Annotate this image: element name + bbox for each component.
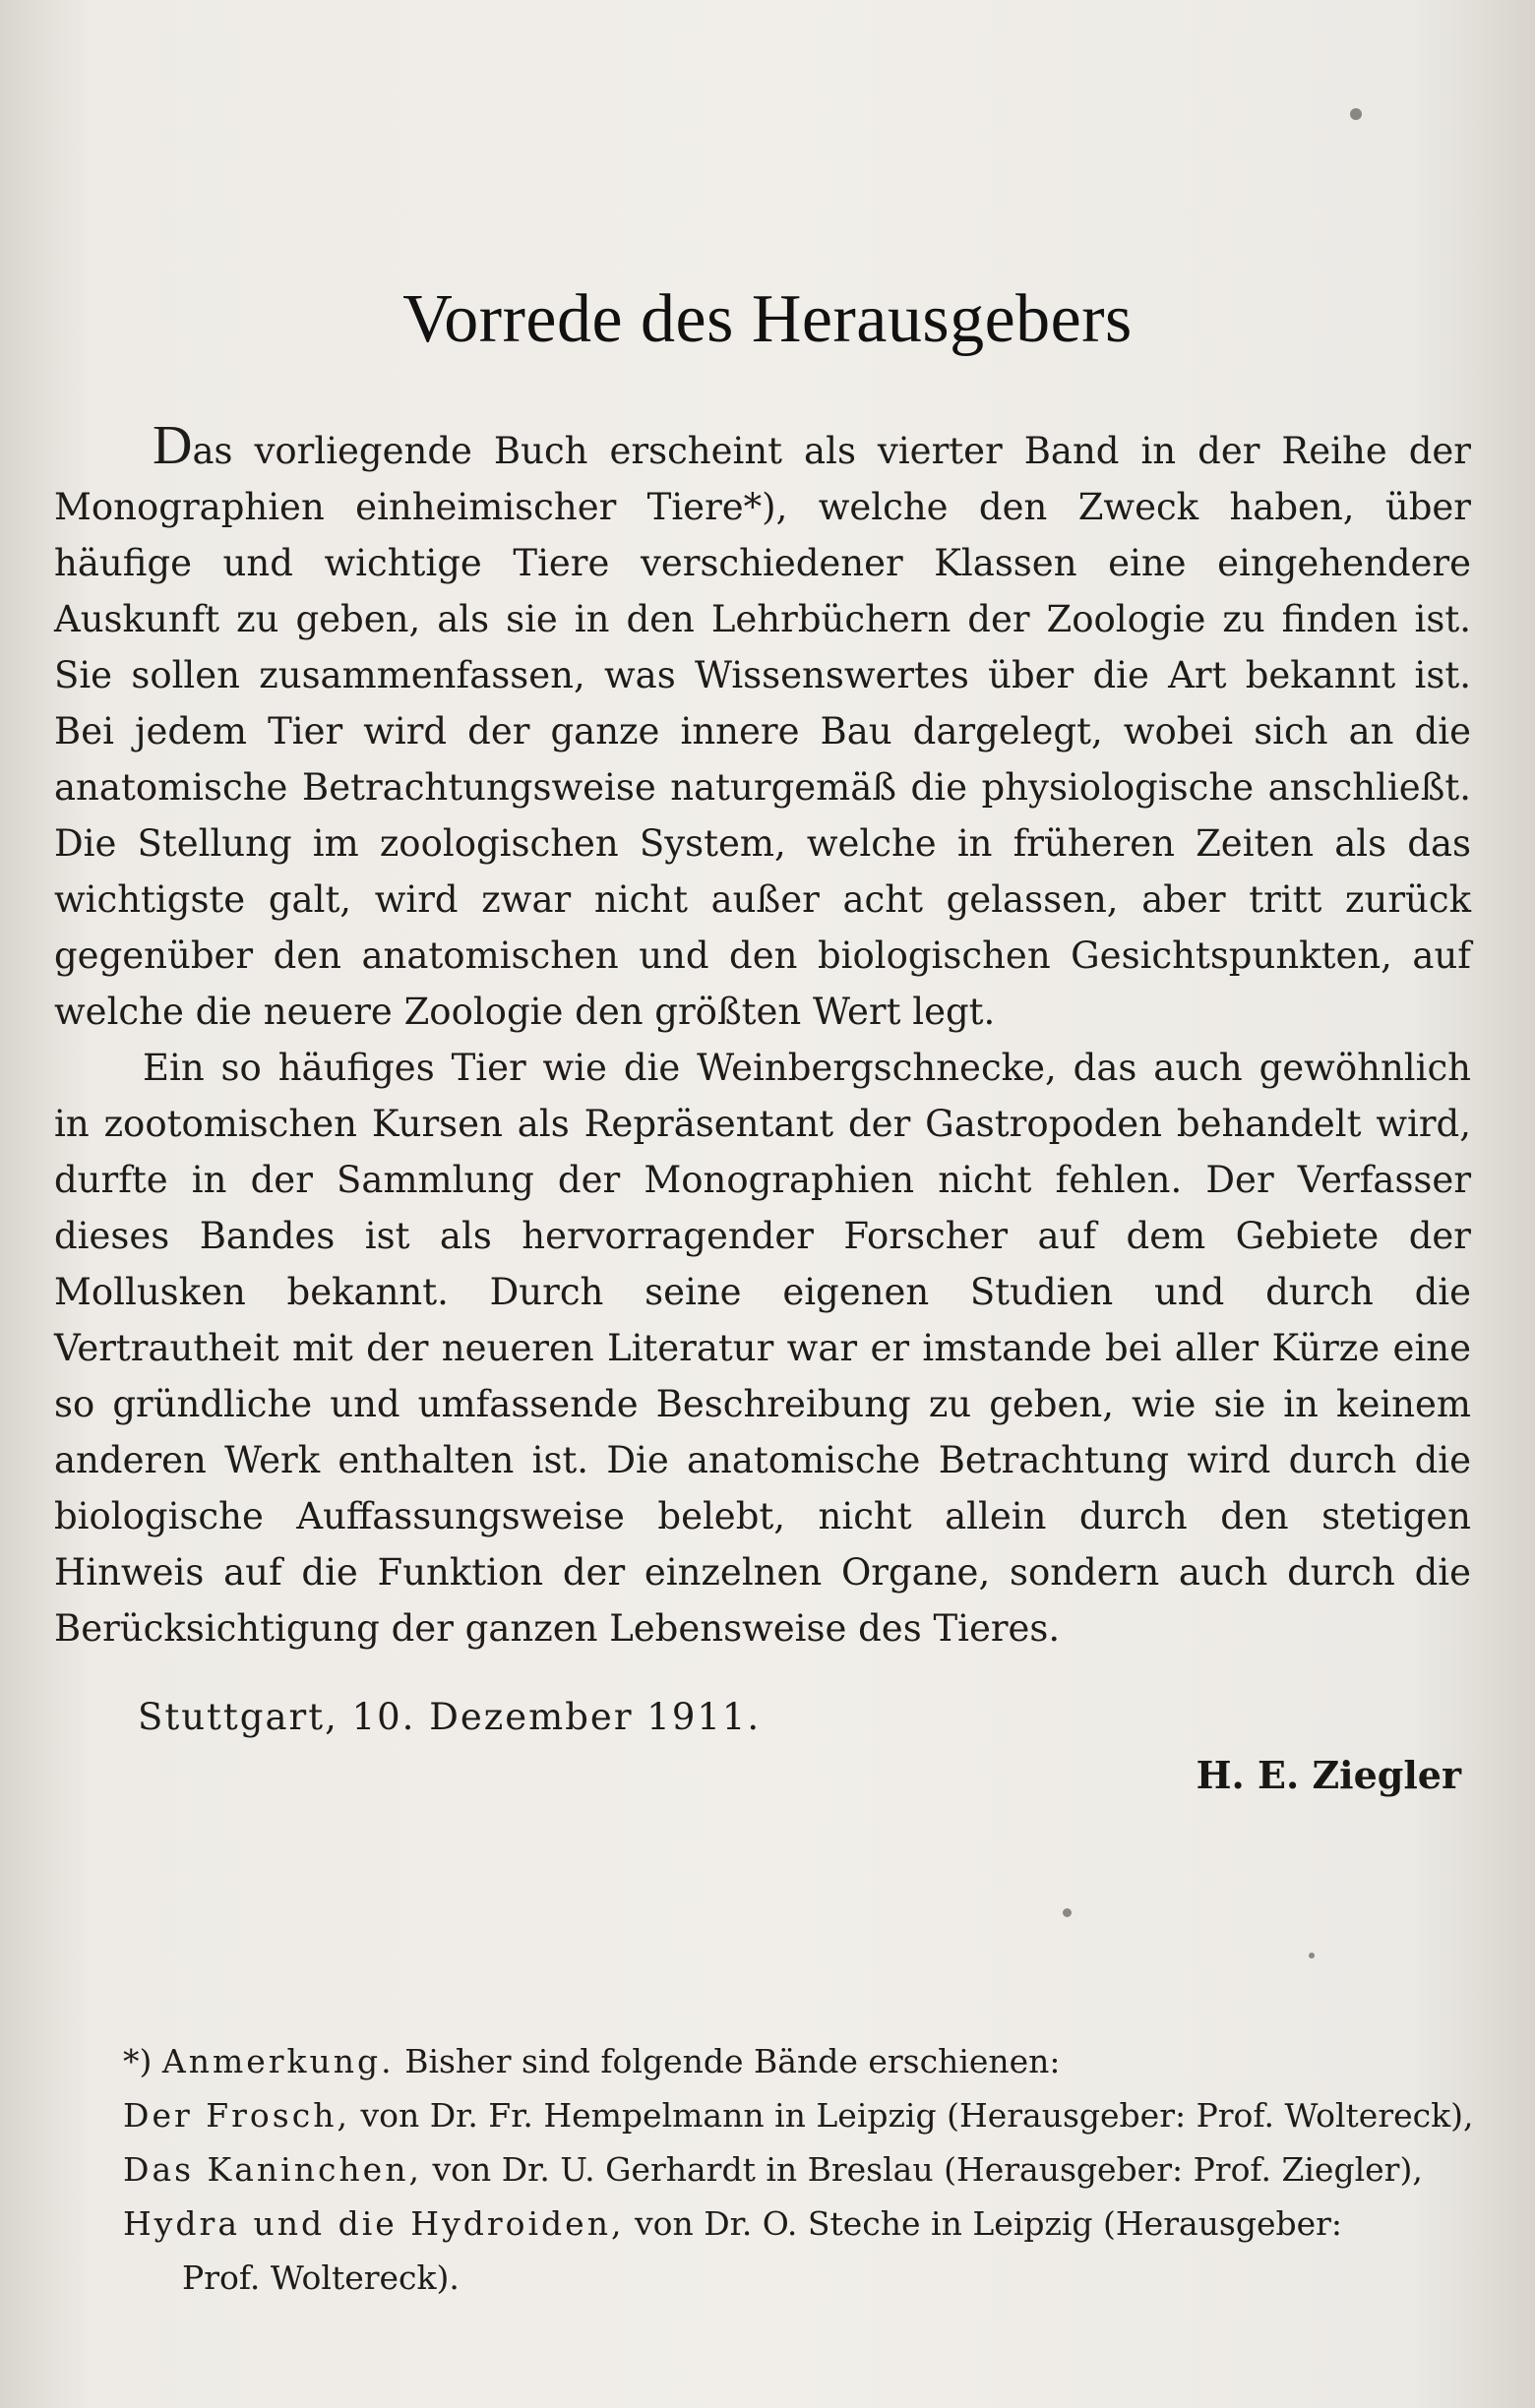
paragraph-1 — [54, 415, 1471, 1040]
footnote-entry — [123, 2088, 1474, 2142]
footnote-intro: Bisher sind folgende Bände erschienen: — [404, 2042, 1061, 2080]
footnote-entry-text: von Dr. Fr. Hempelmann in Leipzig (Herausgeber: Prof. Woltereck), — [360, 2096, 1474, 2135]
footnote-entry-name: Hydra und die Hydroiden, — [123, 2204, 625, 2243]
paragraph-2: Ein so häufiges Tier wie die Weinbergschnecke, das auch gewöhnlich in zootomischen Kursen als Repräsentant der Gastropoden behandelt wird, durfte in der Sammlung der Monographien nicht fehlen. Der Verfasser dieses Bandes ist als hervorragender Forscher auf dem Gebiete der Mollusken bekannt. Durch seine eigenen Studien und durch die Vertrautheit mit der neueren Literatur war er imstande bei aller Kürze eine so gründliche und umfassende Beschreibung zu geben, wie sie in keinem anderen Werk enthalten ist. Die anatomische Betrachtung wird durch die biologische Auffassungsweise belebt, nicht allein durch den stetigen Hinweis auf die Funktion der einzelnen Organe, sondern auch durch die Berücksichtigung der ganzen Lebensweise des Tieres. — [54, 1047, 1471, 1650]
footnote-intro-line — [123, 2034, 1461, 2088]
page-title: Vorrede des Herausgebers — [402, 281, 1133, 357]
footnote-entry — [123, 2142, 1461, 2197]
signature: H. E. Ziegler — [1196, 1753, 1461, 1797]
paper-spot — [1350, 108, 1362, 120]
footnote-entry-name: Der Frosch, — [123, 2096, 350, 2135]
paragraph-1-text: as vorliegende Buch erscheint als vierter Band in der Reihe der Monographien einheimischer Tiere*), welche den Zweck haben, über häufige und wichtige Tiere verschiedener Klassen eine eingehendere Auskunft zu geben, als sie in den Lehrbüchern der Zoologie zu finden ist. Sie sollen zusammenfassen, was Wissenswertes über die Art bekannt ist. Bei jedem Tier wird der ganze innere Bau dargelegt, wobei sich an die anatomische Betrachtungsweise naturgemäß die physiologische anschließt. Die Stellung im zoologischen System, welche in früheren Zeiten als das wichtigste galt, wird zwar nicht außer acht gelassen, aber tritt zurück gegenüber den anatomischen und den biologischen Gesichtspunkten, auf welche die neuere Zoologie den größten Wert legt. — [54, 430, 1471, 1033]
footnote-label: Anmerkung. — [161, 2042, 395, 2080]
place-date: Stuttgart, 10. Dezember 1911. — [138, 1696, 762, 1738]
paper-spot — [1309, 1953, 1315, 1958]
footnote-marker: *) — [123, 2042, 153, 2080]
preface-body — [54, 415, 1471, 1656]
footnote-entry-name: Das Kaninchen, — [123, 2150, 422, 2189]
footnote-continuation: Prof. Woltereck). — [182, 2258, 460, 2297]
footnote-entry — [123, 2197, 1461, 2251]
paper-spot — [1063, 1908, 1072, 1917]
footnote-entry-text: von Dr. O. Steche in Leipzig (Herausgeber: — [634, 2204, 1343, 2243]
drop-cap: D — [153, 415, 193, 476]
footnote-entry-text: von Dr. U. Gerhardt in Breslau (Herausgeber: Prof. Ziegler), — [432, 2150, 1423, 2189]
footnote — [123, 2034, 1474, 2305]
